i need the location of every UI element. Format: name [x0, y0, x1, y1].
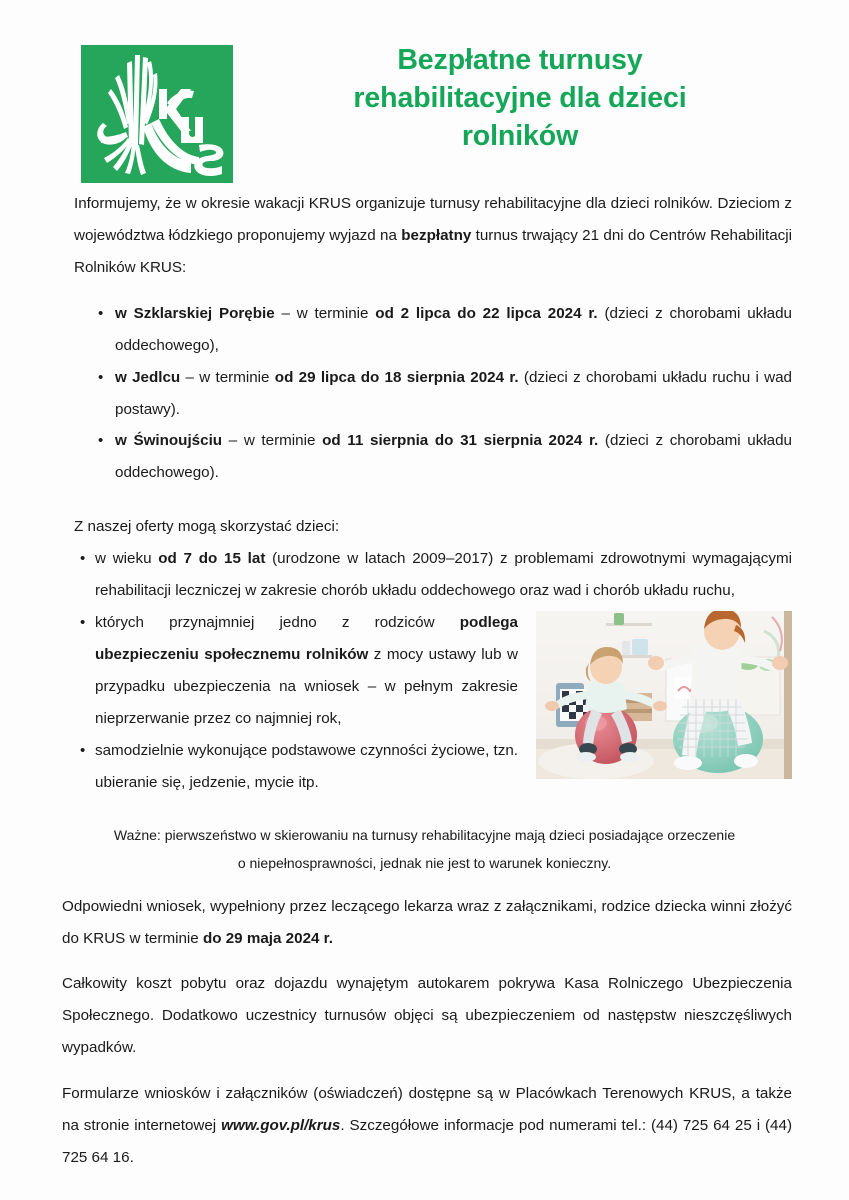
- costs-paragraph: Całkowity koszt pobytu oraz dojazdu wynajętym autokarem pokrywa Kasa Rolniczego Ubezpieczenia Społecznego. Dodatkowo uczestnicy turnusów objęci są ubezpieczeniem od następstw nieszczęśliwych wypadków.: [62, 975, 792, 1057]
- turnus-place: w Świnoujściu: [115, 432, 223, 450]
- poster-header: [0, 0, 849, 160]
- criteria-pre: samodzielnie wykonujące podstawowe czynności życiowe, tzn. ubieranie się, jedzenie, mycie itp.: [95, 741, 518, 791]
- turnus-tail: (dzieci z chorobami układu oddechowego),: [115, 304, 792, 354]
- turnus-place: w Szklarskiej Porębie: [115, 304, 275, 322]
- offer-heading: Z naszej oferty mogą skorzystać dzieci:: [74, 518, 340, 536]
- criteria-pre: których przynajmniej jedno z rodziców: [95, 614, 460, 632]
- application-deadline: do 29 maja 2024 r.: [202, 929, 333, 947]
- page-title-line-3: rolników: [461, 119, 579, 152]
- page-title: [255, 42, 785, 156]
- page-title-line-1: Bezpłatne turnusy: [397, 44, 643, 76]
- criteria-bold: od 7 do 15 lat: [158, 550, 266, 568]
- turnus-place: w Jedlcu: [115, 368, 181, 386]
- application-pre: Odpowiedni wniosek, wypełniony przez leczącego lekarza wraz z załącznikami, rodzice dziecka winni złożyć do KRUS w terminie: [62, 897, 792, 947]
- important-note-line-1: Ważne: pierwszeństwo w skierowaniu na turnusy rehabilitacyjne mają dzieci posiadające orzeczenie: [113, 826, 736, 843]
- intro-part-1: Informujemy, że w okresie wakacji KRUS organizuje turnusy rehabilitacyjne dla dzieci rolników. Dzieciom z województwa łódzkiego proponujemy wyjazd na: [74, 195, 792, 244]
- criteria-list: [0, 543, 849, 798]
- criteria-post: (urodzone w latach 2009–2017) z problemami zdrowotnymi wymagającymi rehabilitacji leczniczej w zakresie chorób układu oddechowego oraz wad i chorób układu ruchu,: [95, 550, 792, 600]
- poster-body: [0, 188, 849, 1174]
- list-item: [0, 543, 849, 607]
- krus-logo: [81, 45, 233, 183]
- intro-paragraph: [0, 188, 849, 284]
- application-paragraph: [0, 891, 849, 955]
- list-item: [0, 362, 849, 426]
- criteria-bold: podlega ubezpieczeniu społecznemu rolników: [95, 614, 518, 663]
- turnus-date: od 29 lipca do 18 sierpnia 2024 r.: [274, 368, 519, 386]
- krus-website-link[interactable]: www.gov.pl/krus: [221, 1117, 341, 1135]
- criteria-pre: w wieku: [95, 550, 159, 568]
- criteria-post: z mocy ustawy lub w przypadku ubezpieczenia na wniosek – w pełnym zakresie nieprzerwanie przez co najmniej rok,: [95, 645, 518, 727]
- turnus-list: [0, 298, 849, 490]
- turnus-mid: – w terminie: [222, 432, 323, 450]
- turnus-date: od 11 sierpnia do 31 sierpnia 2024 r.: [322, 432, 599, 450]
- intro-part-2: turnus trwający 21 dni do Centrów Rehabilitacji Rolników KRUS:: [74, 226, 792, 276]
- turnus-tail: (dzieci z chorobami układu ruchu i wad postawy).: [115, 368, 792, 418]
- turnus-date: od 2 lipca do 22 lipca 2024 r.: [375, 304, 598, 322]
- turnus-mid: – w terminie: [180, 368, 275, 386]
- list-item: [0, 298, 849, 362]
- page-title-line-2: rehabilitacyjne dla dzieci: [353, 81, 687, 114]
- turnus-tail: (dzieci z chorobami układu oddechowego).: [115, 432, 792, 482]
- list-item: [0, 425, 849, 489]
- intro-bold-free: bezpłatny: [401, 226, 472, 244]
- forms-pre: Formularze wniosków i załączników (oświadczeń) dostępne są w Placówkach Terenowych KRUS, a także na stronie internetowej: [62, 1085, 792, 1135]
- list-item: [0, 607, 849, 735]
- forms-post: . Szczegółowe informacje pod numerami tel.: (44) 725 64 25 i (44) 725 64 16.: [62, 1117, 792, 1167]
- turnus-mid: – w terminie: [274, 304, 376, 322]
- important-note-line-2: o niepełnosprawności, jednak nie jest to warunek konieczny.: [237, 854, 612, 871]
- forms-paragraph: [0, 1078, 849, 1174]
- list-item: [0, 735, 849, 799]
